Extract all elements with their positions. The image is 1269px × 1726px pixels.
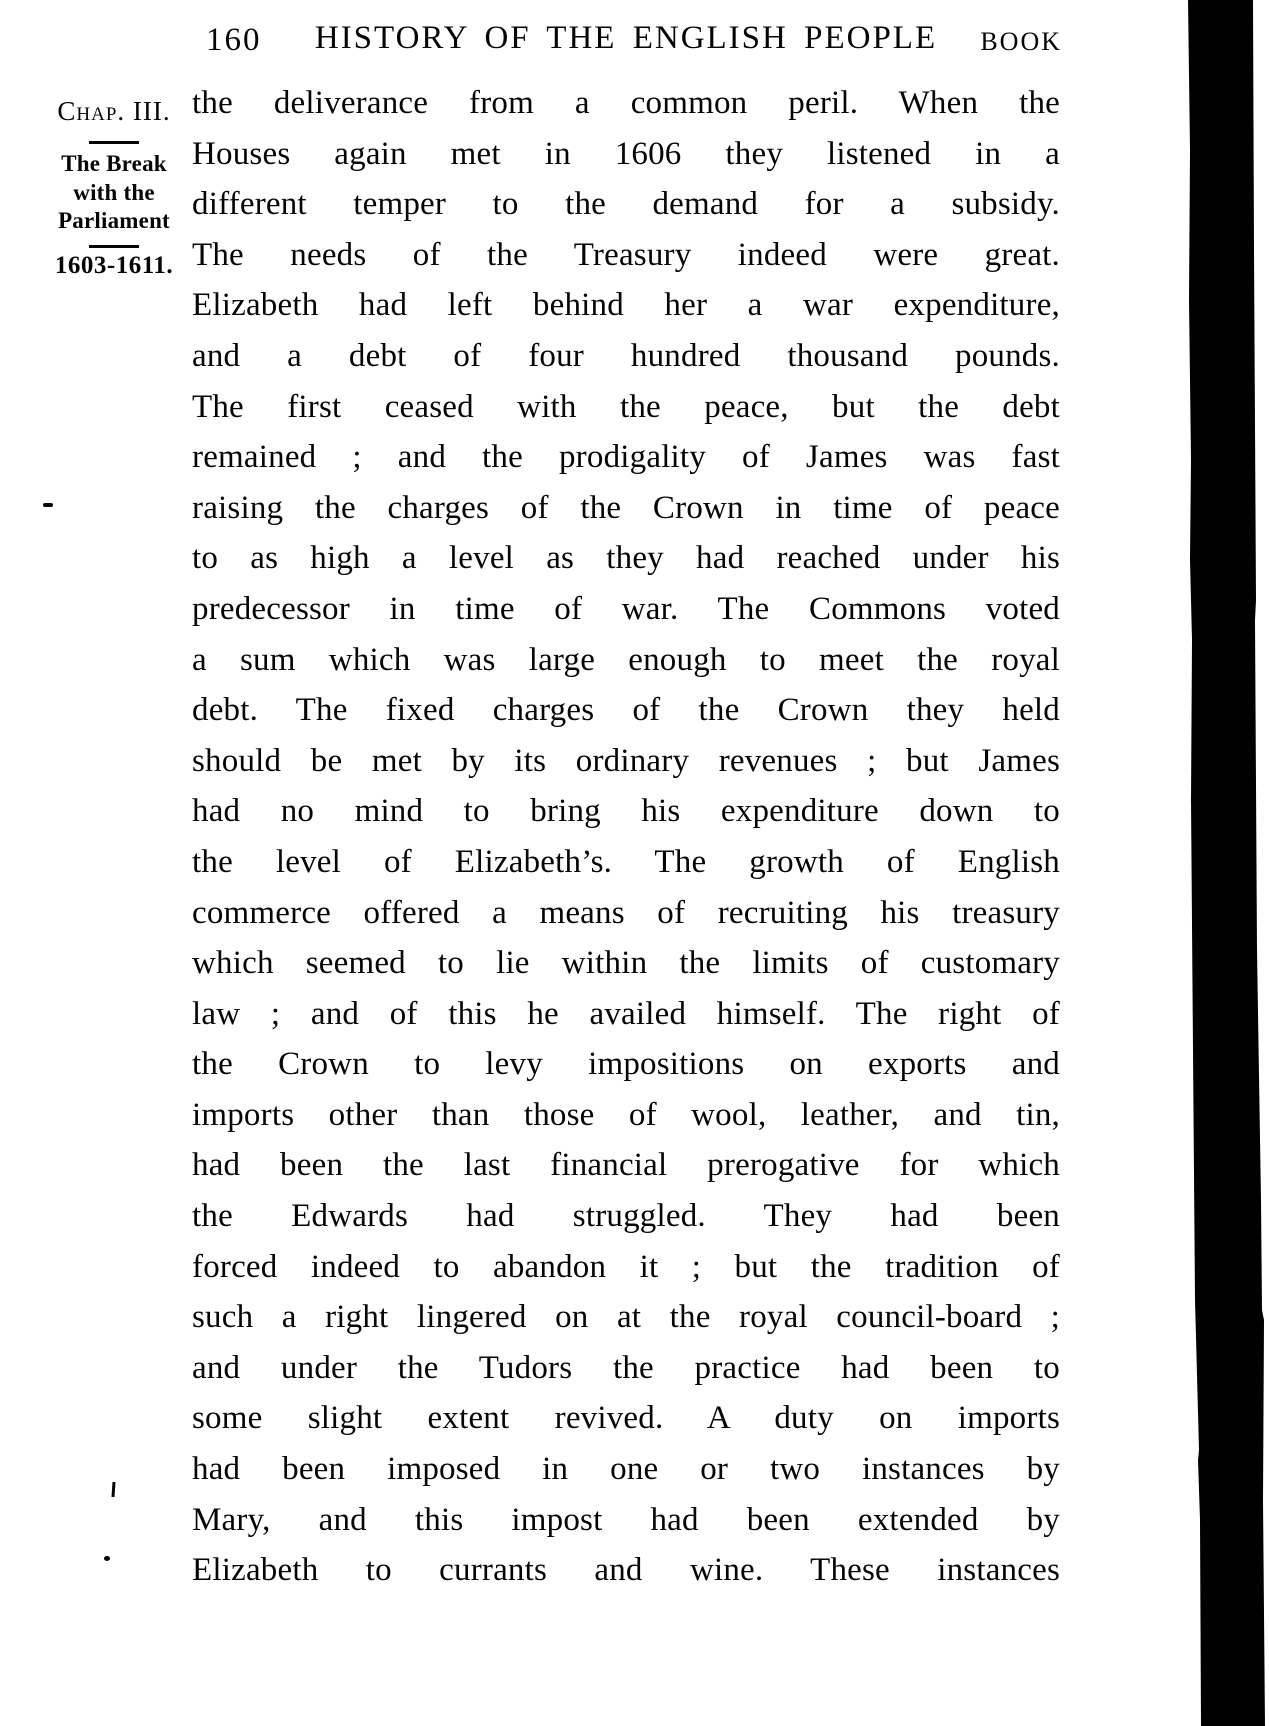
running-title: HISTORY OF THE ENGLISH PEOPLE [314, 20, 938, 56]
text-line: debt. The fixed charges of the Crown they held [192, 692, 1060, 729]
book-label: BOOK [980, 27, 1062, 56]
text-line: to as high a level as they had reached under his [192, 540, 1060, 577]
text-line: Mary, and this impost had been extended by [192, 1501, 1060, 1538]
side-note-line: Parliament [58, 208, 170, 233]
text-line: the level of Elizabeth’s. The growth of English [192, 843, 1060, 880]
text-line: imports other than those of wool, leather, and tin, [192, 1096, 1060, 1133]
text-line: different temper to the demand for a subsidy. [192, 186, 1060, 223]
text-line: forced indeed to abandon it ; but the tradition of [192, 1248, 1060, 1285]
margin-rule [89, 141, 139, 144]
text-line: Elizabeth to currants and wine. These instances [192, 1552, 1060, 1589]
text-line: such a right lingered on at the royal council-board ; [192, 1299, 1060, 1336]
margin-rule [89, 245, 139, 248]
text-line: and a debt of four hundred thousand pounds. [192, 337, 1060, 374]
body-text [192, 78, 1060, 1596]
text-line: the Crown to levy impositions on exports and [192, 1046, 1060, 1083]
text-line: which seemed to lie within the limits of customary [192, 945, 1060, 982]
text-line: Elizabeth had left behind her a war expenditure, [192, 287, 1060, 324]
text-line: raising the charges of the Crown in time of peace [192, 489, 1060, 526]
text-line: a sum which was large enough to meet the royal [192, 641, 1060, 678]
text-line: had been imposed in one or two instances by [192, 1451, 1060, 1488]
text-line: remained ; and the prodigality of James was fast [192, 439, 1060, 476]
text-line: the Edwards had struggled. They had been [192, 1198, 1060, 1235]
side-note [38, 150, 190, 236]
page-header [0, 18, 1269, 62]
text-line: the deliverance from a common peril. When the [192, 85, 1060, 121]
text-line: some slight extent revived. A duty on imports [192, 1400, 1060, 1437]
text-line: The first ceased with the peace, but the debt [192, 388, 1060, 425]
scan-gutter-bar [1185, 0, 1269, 1726]
side-note-line: The Break [61, 151, 167, 176]
text-line: should be met by its ordinary revenues ; but James [192, 742, 1060, 779]
scan-speck [104, 1556, 110, 1561]
page-number: 160 [206, 22, 262, 58]
text-line: had no mind to bring his expenditure down to [192, 793, 1060, 830]
scan-speck [43, 503, 53, 507]
text-line: and under the Tudors the practice had been to [192, 1349, 1060, 1386]
text-line: Houses again met in 1606 they listened in a [192, 135, 1060, 172]
scan-speck [111, 1482, 115, 1497]
text-line: law ; and of this he availed himself. The right of [192, 995, 1060, 1032]
chapter-label: Chap. III. [57, 96, 171, 126]
side-note-line: with the [73, 179, 155, 205]
text-line: had been the last financial prerogative for which [192, 1147, 1060, 1184]
text-line: commerce offered a means of recruiting his treasury [192, 894, 1060, 931]
text-line: predecessor in time of war. The Commons voted [192, 590, 1060, 627]
date-range-note: 1603-1611. [54, 252, 174, 279]
text-line: The needs of the Treasury indeed were great. [192, 236, 1060, 273]
